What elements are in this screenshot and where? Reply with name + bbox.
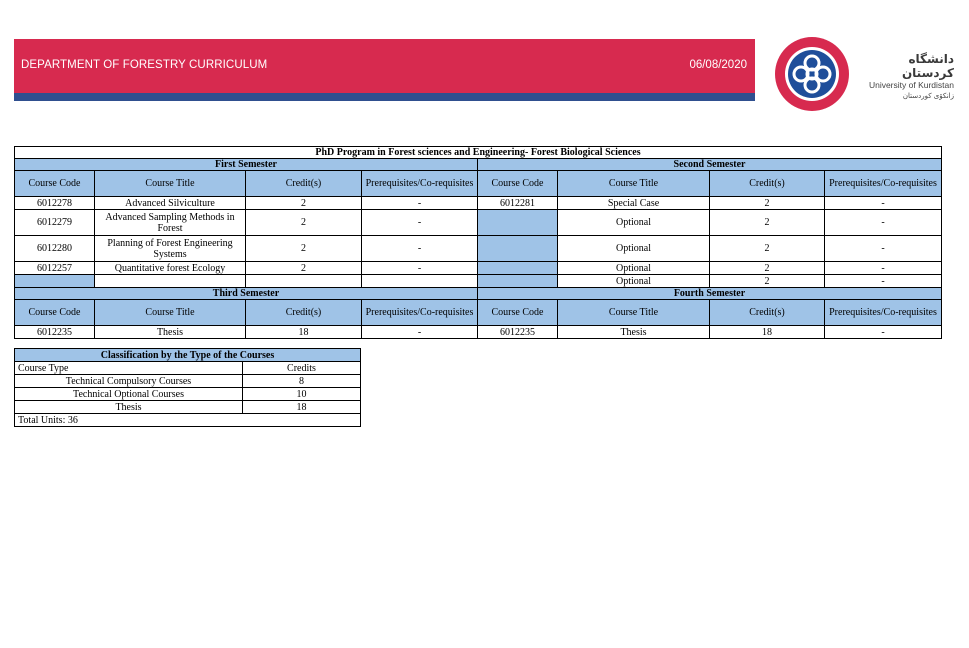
course-code — [478, 262, 558, 275]
col-course-code: Course Code — [15, 171, 95, 197]
course-title: Thesis — [95, 326, 246, 339]
course-type-credits: 10 — [243, 388, 361, 401]
course-code — [478, 236, 558, 262]
course-prereq: - — [825, 262, 942, 275]
course-code — [15, 275, 95, 288]
course-prereq: - — [825, 210, 942, 236]
course-title: Quantitative forest Ecology — [95, 262, 246, 275]
table-row — [15, 210, 942, 236]
course-credit: 2 — [710, 236, 825, 262]
semester-title-row — [15, 159, 942, 171]
course-title: Advanced Sampling Methods in Forest — [95, 210, 246, 236]
course-credit: 2 — [246, 197, 362, 210]
semester-title-row — [15, 288, 942, 300]
course-prereq: - — [362, 197, 478, 210]
table-row — [15, 275, 942, 288]
course-code: 6012279 — [15, 210, 95, 236]
course-prereq: - — [362, 210, 478, 236]
course-credit: 2 — [246, 236, 362, 262]
course-credit: 2 — [246, 262, 362, 275]
program-title-row — [15, 147, 942, 159]
course-credit: 2 — [710, 275, 825, 288]
university-name-ku: زانکۆی کوردستان — [902, 92, 954, 100]
university-name — [854, 52, 954, 101]
total-row — [15, 414, 361, 427]
course-prereq: - — [362, 262, 478, 275]
table-row — [15, 401, 361, 414]
classification-title: Classification by the Type of the Courses — [15, 349, 361, 362]
course-prereq: - — [825, 236, 942, 262]
course-code: 6012257 — [15, 262, 95, 275]
col-prereq: Prerequisites/Co-requisites — [825, 171, 942, 197]
col-course-type: Course Type — [15, 362, 243, 375]
course-credit: 2 — [710, 262, 825, 275]
table-row — [15, 326, 942, 339]
course-prereq: - — [825, 197, 942, 210]
course-credit: 18 — [246, 326, 362, 339]
course-type: Thesis — [15, 401, 243, 414]
course-code: 6012281 — [478, 197, 558, 210]
program-title: PhD Program in Forest sciences and Engineering- Forest Biological Sciences — [15, 147, 942, 159]
course-code: 6012235 — [15, 326, 95, 339]
first-semester-title: First Semester — [15, 159, 478, 171]
course-type-credits: 8 — [243, 375, 361, 388]
page-title: DEPARTMENT OF FORESTRY CURRICULUM — [21, 59, 268, 71]
university-name-en: University of Kurdistan — [868, 80, 954, 90]
col-prereq: Prerequisites/Co-requisites — [825, 300, 942, 326]
col-course-code: Course Code — [478, 171, 558, 197]
course-credit: 2 — [710, 210, 825, 236]
course-title — [95, 275, 246, 288]
course-code — [478, 275, 558, 288]
column-header-row — [15, 171, 942, 197]
course-credit: 18 — [710, 326, 825, 339]
course-title: Planning of Forest Engineering Systems — [95, 236, 246, 262]
course-title: Optional — [558, 262, 710, 275]
course-type: Technical Optional Courses — [15, 388, 243, 401]
university-logo — [774, 36, 850, 112]
fourth-semester-title: Fourth Semester — [478, 288, 942, 300]
course-prereq: - — [362, 326, 478, 339]
second-semester-title: Second Semester — [478, 159, 942, 171]
col-prereq: Prerequisites/Co-requisites — [362, 171, 478, 197]
third-semester-title: Third Semester — [15, 288, 478, 300]
course-credit: 2 — [710, 197, 825, 210]
course-title: Advanced Silviculture — [95, 197, 246, 210]
col-course-code: Course Code — [15, 300, 95, 326]
col-course-code: Course Code — [478, 300, 558, 326]
course-code: 6012278 — [15, 197, 95, 210]
col-prereq: Prerequisites/Co-requisites — [362, 300, 478, 326]
course-prereq: - — [825, 326, 942, 339]
table-row — [15, 197, 942, 210]
course-credit: 2 — [246, 210, 362, 236]
table-row — [15, 236, 942, 262]
table-row — [15, 262, 942, 275]
col-course-title: Course Title — [95, 171, 246, 197]
course-title: Optional — [558, 210, 710, 236]
column-header-row — [15, 300, 942, 326]
banner-strip — [14, 93, 755, 101]
course-title: Optional — [558, 275, 710, 288]
header-date: 06/08/2020 — [689, 59, 747, 71]
course-title: Special Case — [558, 197, 710, 210]
curriculum-table — [14, 146, 942, 339]
col-credits: Credit(s) — [710, 171, 825, 197]
course-type-credits: 18 — [243, 401, 361, 414]
classification-header-row — [15, 362, 361, 375]
course-type: Technical Compulsory Courses — [15, 375, 243, 388]
classification-table — [14, 348, 361, 427]
col-course-title: Course Title — [95, 300, 246, 326]
col-credits: Credit(s) — [246, 171, 362, 197]
table-row — [15, 375, 361, 388]
header-banner — [14, 39, 755, 93]
table-row — [15, 388, 361, 401]
course-prereq: - — [825, 275, 942, 288]
classification-title-row — [15, 349, 361, 362]
course-title: Optional — [558, 236, 710, 262]
course-code: 6012280 — [15, 236, 95, 262]
course-code — [478, 210, 558, 236]
course-credit — [246, 275, 362, 288]
course-title: Thesis — [558, 326, 710, 339]
col-course-title: Course Title — [558, 171, 710, 197]
col-credits: Credit(s) — [246, 300, 362, 326]
col-course-title: Course Title — [558, 300, 710, 326]
total-units: Total Units: 36 — [15, 414, 361, 427]
university-name-fa: دانشگاه کردستان — [901, 52, 954, 80]
col-credits: Credit(s) — [710, 300, 825, 326]
col-credits: Credits — [243, 362, 361, 375]
course-prereq — [362, 275, 478, 288]
course-code: 6012235 — [478, 326, 558, 339]
course-prereq: - — [362, 236, 478, 262]
